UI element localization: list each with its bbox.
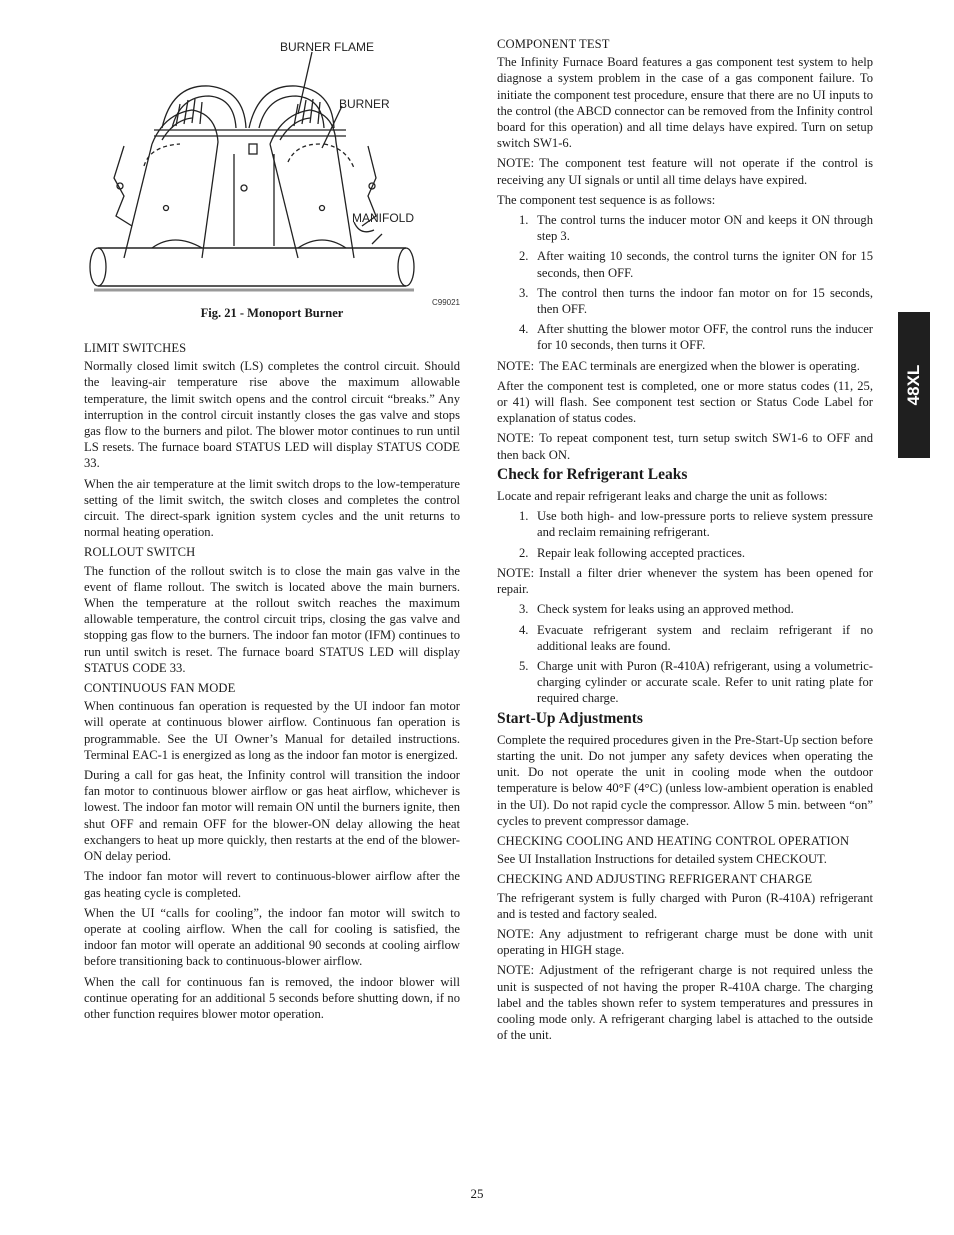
step-text: After waiting 10 seconds, the control turns the igniter ON for 15 seconds, then OFF. xyxy=(537,249,873,280)
step-text: The control then turns the indoor fan motor on for 15 seconds, then OFF. xyxy=(537,285,873,317)
step-text: Repair leak following accepted practices. xyxy=(537,545,746,560)
step-number: 3. xyxy=(519,285,529,300)
figure-caption: Fig. 21 - Monoport Burner xyxy=(200,306,344,320)
component-test-heading: COMPONENT TEST xyxy=(497,37,610,51)
note xyxy=(497,926,873,958)
leak-steps-b xyxy=(497,601,873,706)
burner-illustration xyxy=(84,36,460,296)
list-item xyxy=(497,601,873,617)
paragraph: See UI Installation Instructions for detailed system CHECKOUT. xyxy=(497,852,827,867)
paragraph: Normally closed limit switch (LS) completes the control circuit. Should the leaving-air temperature rise above the maximum allowable temperature, the limit switch opens and the control circuit “breaks.” Any interruption in the control circuit instantly closes the gas valve and stops gas flow to the burners and pilot. The blower motor continues to run until LS resets. The furnace board STATUS LED will display STATUS CODE 33. xyxy=(84,359,460,471)
step-number: 5. xyxy=(519,658,529,673)
paragraph: During a call for gas heat, the Infinity control will transition the indoor fan motor to continuous blower airflow or gas heat airflow, whichever is lowest. The indoor fan motor will remain ON until the burners ignite, then shut OFF and remain OFF for the blower-ON delay allowing the heat exchangers to heat up more quickly, then restarts at the end of the blower-ON delay period. xyxy=(84,768,460,864)
paragraph: When the air temperature at the limit switch drops to the low-temperature setting of the limit switch, the switch closes and completes the control circuit. The direct-spark ignition system cycles and the unit returns to normal heating operation. xyxy=(84,476,460,540)
step-number: 4. xyxy=(519,622,529,637)
cooling-heating-control-heading: CHECKING COOLING AND HEATING CONTROL OPERATION xyxy=(497,833,850,848)
monoport-burner-figure xyxy=(84,36,460,326)
list-item xyxy=(497,508,873,540)
continuous-fan-heading: CONTINUOUS FAN MODE xyxy=(84,681,236,696)
limit-switches-heading: LIMIT SWITCHES xyxy=(84,341,187,355)
step-text: After shutting the blower motor OFF, the control runs the inducer for 10 seconds, then turns it OFF. xyxy=(537,322,873,353)
list-item xyxy=(497,321,873,353)
note-label: NOTE: xyxy=(497,358,535,373)
note-text: The component test feature will not operate if the control is receiving any UI signals or until all time delays have expired. xyxy=(497,156,873,187)
component-test-steps xyxy=(497,212,873,354)
step-text: Check system for leaks using an approved method. xyxy=(537,602,794,617)
paragraph: When the call for continuous fan is removed, the indoor blower will continue operating for an additional 5 seconds before shutting down, if no other function requires blower motor operation. xyxy=(84,974,460,1021)
step-number: 4. xyxy=(519,322,529,337)
note-label: NOTE: xyxy=(497,565,535,580)
section-tab-label: 48XL xyxy=(904,364,923,406)
note-text: Adjustment of the refrigerant charge is not required unless the unit is suspected of not having the proper R-410A charge. The charging label and the tables shown refer to system temperatures and pressures in cooling mode only. A refrigerant charging label is attached to the outside of the unit. xyxy=(497,963,873,1043)
step-text: Charge unit with Puron (R-410A) refrigerant, using a volumetric-charging cylinder or accurate scale. Refer to unit rating plate for required charge. xyxy=(537,658,873,706)
section-tab xyxy=(898,312,930,458)
note-label: NOTE: xyxy=(497,156,535,171)
paragraph: When the UI “calls for cooling”, the indoor fan motor will switch to operate at cooling airflow. When the call for cooling is satisfied, the indoor fan motor will operate an additional 90 seconds at cooling airflow before transitioning back to continuous-blower airflow. xyxy=(84,905,460,969)
step-number: 3. xyxy=(519,602,529,617)
step-number: 2. xyxy=(519,249,529,264)
paragraph: The refrigerant system is fully charged with Puron (R-410A) refrigerant and is tested and factory sealed. xyxy=(497,890,873,921)
manifold-label: MANIFOLD xyxy=(352,211,415,225)
note-text: The EAC terminals are energized when the blower is operating. xyxy=(539,358,860,373)
note-text: To repeat component test, turn setup switch SW1-6 to OFF and then back ON. xyxy=(497,431,873,462)
paragraph: The component test sequence is as follows: xyxy=(497,192,716,207)
paragraph: The indoor fan motor will revert to continuous-blower airflow after the gas heating cycle is completed. xyxy=(84,869,460,900)
note-label: NOTE: xyxy=(497,431,535,446)
step-number: 1. xyxy=(519,509,529,524)
list-item xyxy=(497,248,873,280)
burner-label: BURNER xyxy=(339,97,390,111)
note-label: NOTE: xyxy=(497,963,535,978)
startup-adjustments-title: Start-Up Adjustments xyxy=(497,709,643,727)
burner-flame-label: BURNER FLAME xyxy=(280,40,375,54)
figure-code: C99021 xyxy=(431,298,460,307)
leak-steps-a xyxy=(497,508,873,561)
left-column xyxy=(84,340,460,1026)
note-text: Any adjustment to refrigerant charge must be done with unit operating in HIGH stage. xyxy=(497,926,873,958)
note xyxy=(497,565,873,597)
page-number: 25 xyxy=(470,1186,484,1201)
step-text: Evacuate refrigerant system and reclaim refrigerant if no additional leaks are found. xyxy=(537,622,873,653)
step-text: Use both high- and low-pressure ports to relieve system pressure and reclaim remaining refrigerant. xyxy=(537,509,873,540)
list-item xyxy=(497,545,873,561)
step-text: The control turns the inducer motor ON and keeps it ON through step 3. xyxy=(537,213,873,244)
list-item xyxy=(497,622,873,654)
paragraph: The function of the rollout switch is to close the main gas valve in the event of flame rollout. The switch is located above the main burners. When the temperature at the rollout switch reaches the maximum allowable temperature, the control circuit trips, closing the gas valve and stopping gas flow to the burners. The indoor fan motor (IFM) continues to run until switch is reset. The furnace board STATUS LED will display STATUS CODE 33. xyxy=(84,563,460,675)
list-item xyxy=(497,658,873,707)
paragraph: Locate and repair refrigerant leaks and charge the unit as follows: xyxy=(497,489,828,504)
refrigerant-charge-heading: CHECKING AND ADJUSTING REFRIGERANT CHARGE xyxy=(497,872,813,887)
note xyxy=(497,358,873,374)
note-label: NOTE: xyxy=(497,926,535,941)
note xyxy=(497,962,873,1043)
refrigerant-leaks-title: Check for Refrigerant Leaks xyxy=(497,465,688,483)
rollout-switch-heading: ROLLOUT SWITCH xyxy=(84,545,196,560)
list-item xyxy=(497,285,873,317)
paragraph: After the component test is completed, one or more status codes (11, 25, or 41) will flash. See component test section or Status Code Label for explanation of status codes. xyxy=(497,378,873,426)
paragraph: Complete the required procedures given in the Pre-Start-Up section before starting the unit. Do not jumper any safety devices when operating the unit. Do not operate the unit in cooling mode when the outdoor temperature is below 40°F (4°C) (unless low-ambient operation is enabled in the UI). Do not rapid cycle the compressor. Allow 5 min. between “on” cycles to prevent compressor damage. xyxy=(497,732,873,828)
step-number: 1. xyxy=(519,213,529,228)
note xyxy=(497,155,873,187)
paragraph: The Infinity Furnace Board features a gas component test system to help diagnose a system problem in the case of a gas component failure. To initiate the component test procedure, ensure that there are no UI inputs to the control (the ABCD connector can be removed from the Infinity control board for this operation) and all time delays have expired. Turn on setup switch SW1-6. xyxy=(497,55,873,151)
list-item xyxy=(497,212,873,244)
note-text: Install a filter drier whenever the system has been opened for repair. xyxy=(497,565,873,597)
right-column xyxy=(497,36,873,1047)
note xyxy=(497,430,873,462)
step-number: 2. xyxy=(519,545,529,560)
paragraph: When continuous fan operation is requested by the UI indoor fan motor will operate at continuous blower airflow. Continuous fan operation is programmable. See the UI Owner’s Manual for detailed instructions. Terminal EAC-1 is energized as long as the indoor fan motor is energized. xyxy=(84,699,460,762)
